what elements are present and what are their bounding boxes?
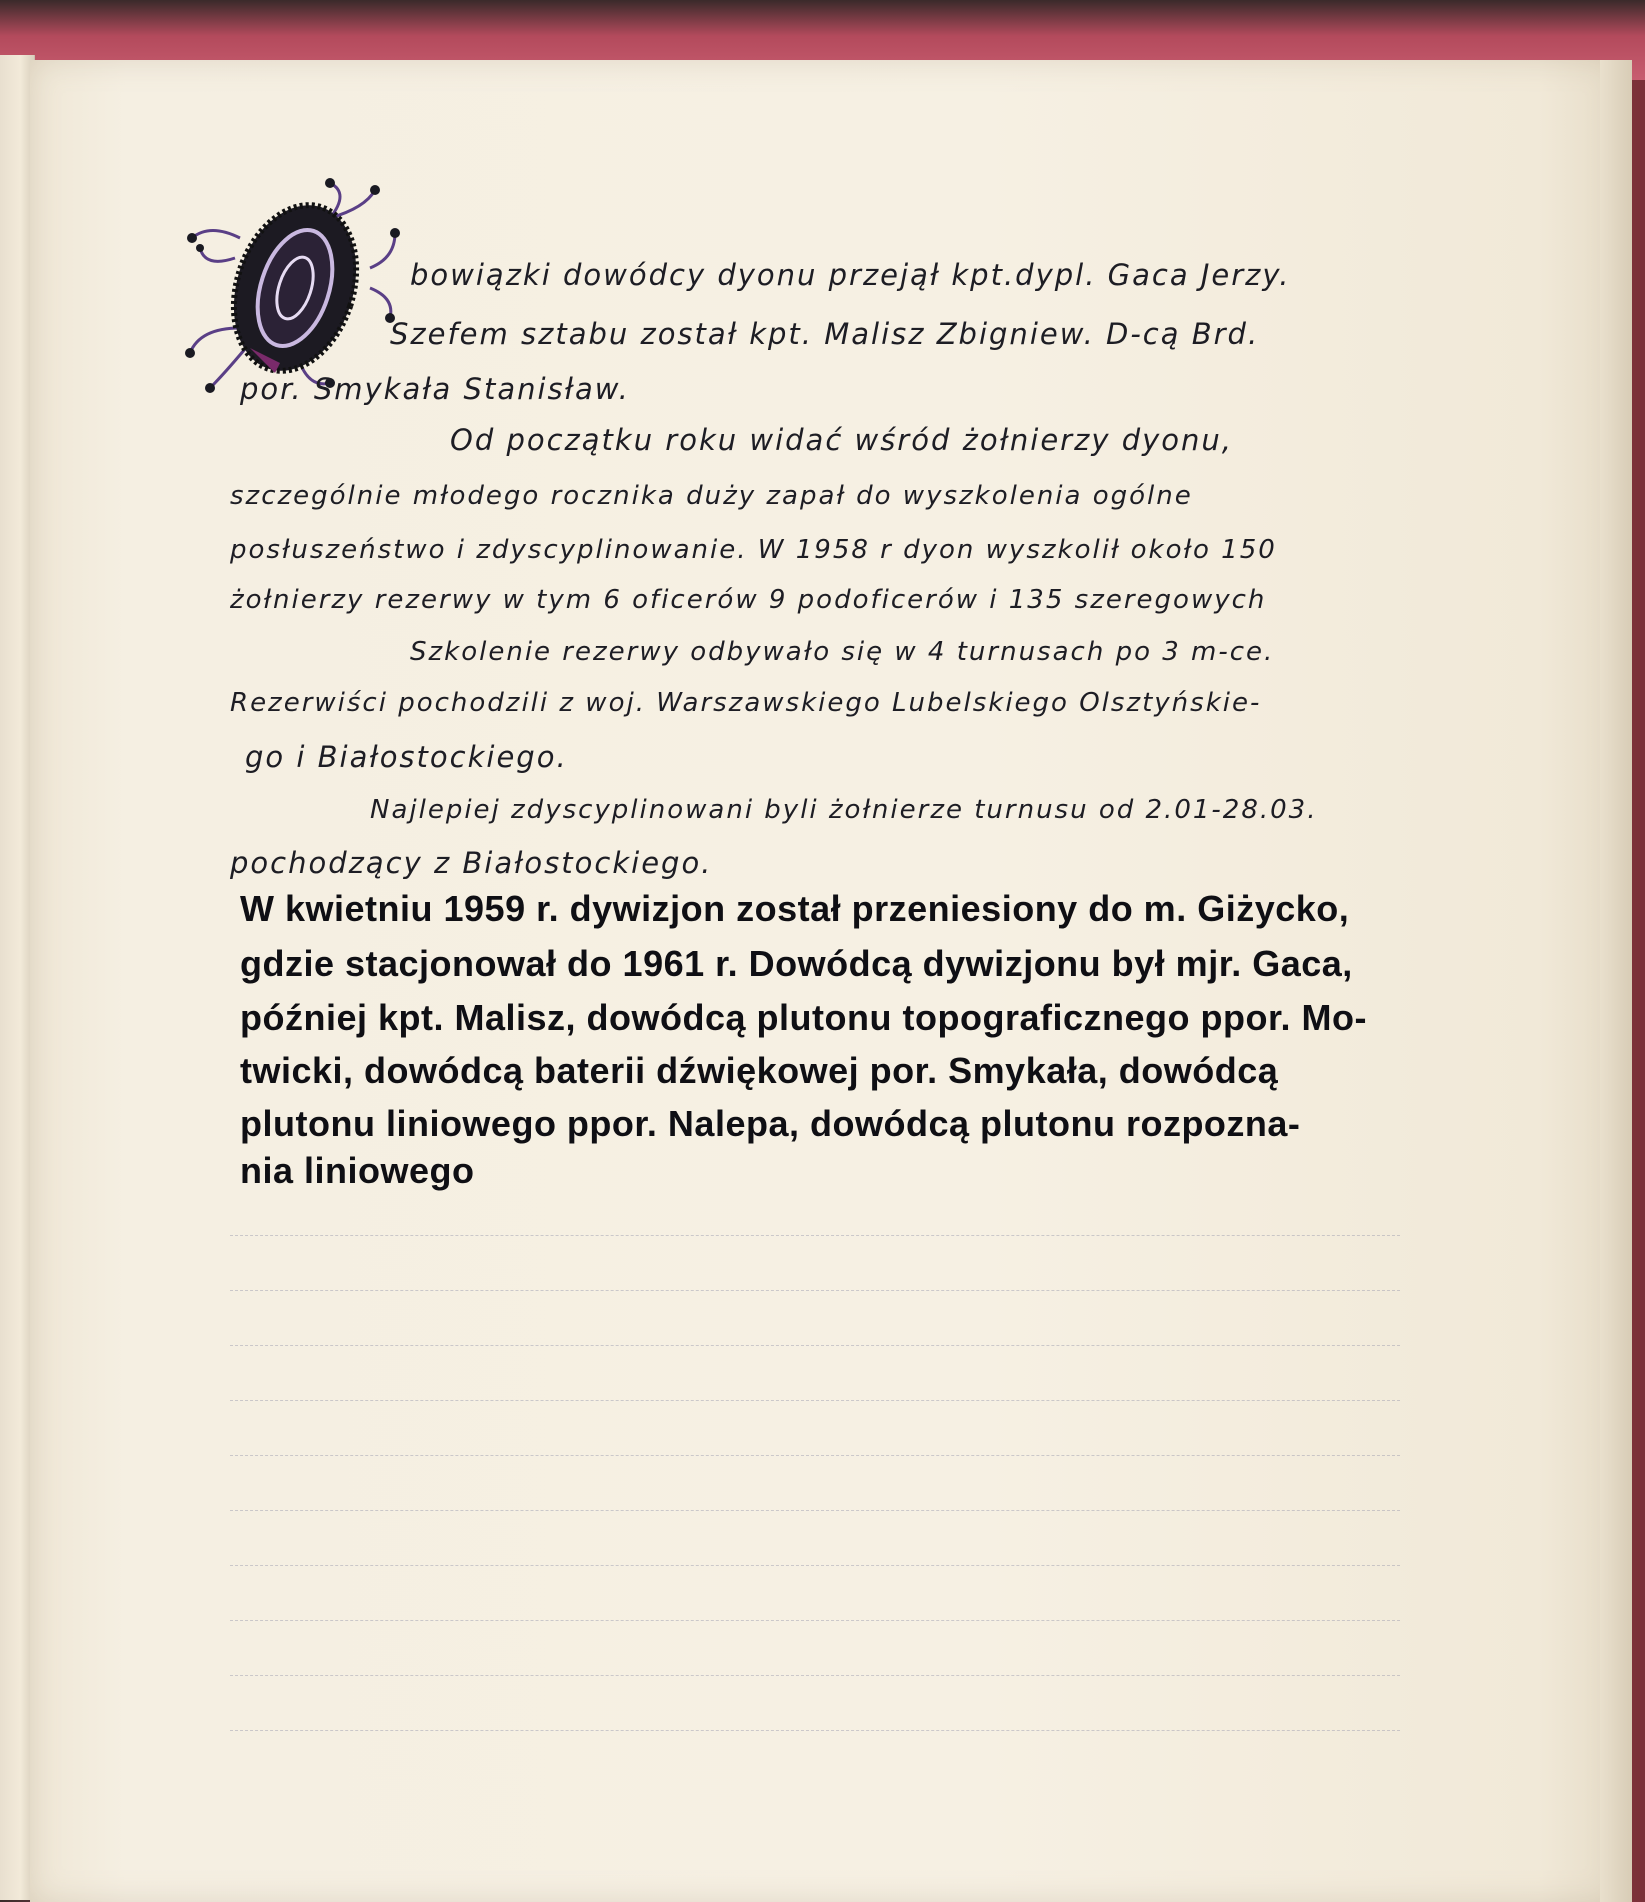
ruled-line: [230, 1730, 1400, 1732]
bold-line-2: gdzie stacjonował do 1961 r. Dowódcą dywizjonu był mjr. Gaca,: [240, 943, 1353, 984]
bold-line-4: twicki, dowódcą baterii dźwiękowej por. Smykała, dowódcą: [240, 1050, 1279, 1091]
text-line-6: posłuszeństwo i zdyscyplinowanie. W 1958 r dyon wyszkolił około 150: [230, 535, 1277, 565]
text-line-12: pochodzący z Białostockiego.: [230, 846, 713, 880]
bold-line-6: nia liniowego: [240, 1150, 475, 1191]
ruled-line: [230, 1565, 1400, 1567]
text-line-9: Rezerwiści pochodzili z woj. Warszawskiego Lubelskiego Olsztyńskie-: [230, 688, 1262, 718]
bold-line-3: później kpt. Malisz, dowódcą plutonu topograficznego ppor. Mo-: [240, 997, 1367, 1038]
ruled-line: [230, 1675, 1400, 1677]
text-line-11: Najlepiej zdyscyplinowani byli żołnierze turnusu od 2.01-28.03.: [370, 795, 1318, 825]
ruled-line: [230, 1400, 1400, 1402]
text-line-1: bowiązki dowódcy dyonu przejął kpt.dypl. Gaca Jerzy.: [410, 258, 1291, 292]
text-line-5: szczególnie młodego rocznika duży zapał do wyszkolenia ogólne: [230, 481, 1193, 511]
text-line-8: Szkolenie rezerwy odbywało się w 4 turnusach po 3 m-ce.: [410, 637, 1275, 667]
page-stack-edge: [1600, 60, 1632, 1902]
ruled-line: [230, 1290, 1400, 1292]
ruled-line: [230, 1455, 1400, 1457]
decorated-initial-o: [180, 178, 400, 398]
ruled-line: [230, 1235, 1400, 1237]
text-line-4: Od początku roku widać wśród żołnierzy dyonu,: [450, 423, 1233, 457]
text-line-2: Szefem sztabu został kpt. Malisz Zbigniew. D-cą Brd.: [390, 317, 1260, 351]
ruled-line: [230, 1620, 1400, 1622]
bold-line-5: plutonu liniowego ppor. Nalepa, dowódcą plutonu rozpozna-: [240, 1103, 1301, 1144]
text-line-10: go i Białostockiego.: [245, 740, 568, 774]
text-line-7: żołnierzy rezerwy w tym 6 oficerów 9 podoficerów i 135 szeregowych: [230, 585, 1267, 615]
ruled-line: [230, 1345, 1400, 1347]
ruled-line: [230, 1510, 1400, 1512]
bold-line-1: W kwietniu 1959 r. dywizjon został przeniesiony do m. Giżycko,: [240, 888, 1350, 929]
text-line-3: por. Smykała Stanisław.: [240, 372, 630, 406]
